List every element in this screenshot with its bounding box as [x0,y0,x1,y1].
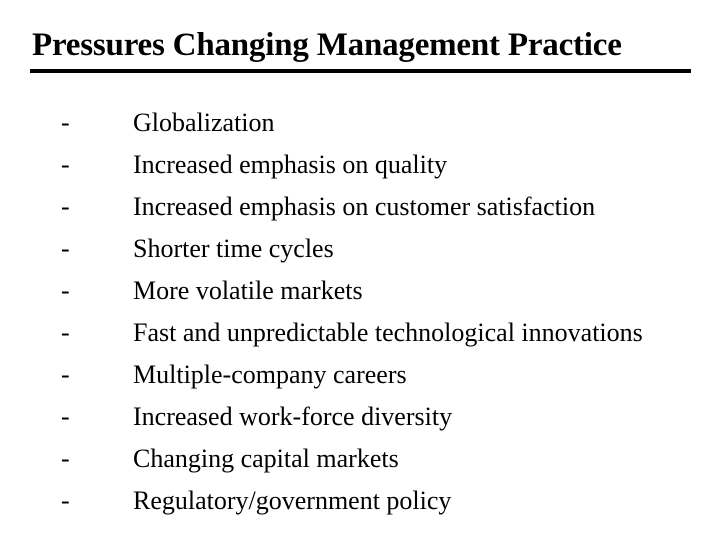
list-item [0,396,720,438]
slide-title: Pressures Changing Management Practice [32,27,622,63]
bullet-dash: - [61,150,70,179]
bullet-dash: - [61,486,70,515]
bullet-dash: - [61,402,70,431]
list-item [0,144,720,186]
list-item [0,312,720,354]
list-item-text: Changing capital markets [133,444,399,473]
bullet-list [0,102,720,522]
bullet-dash: - [61,318,70,347]
list-item-text: Multiple-company careers [133,360,407,389]
list-item [0,438,720,480]
bullet-dash: - [61,234,70,263]
list-item-text: Increased work-force diversity [133,402,453,431]
list-item-text: Shorter time cycles [133,234,334,263]
title-underline [30,69,691,73]
bullet-dash: - [61,444,70,473]
list-item-text: More volatile markets [133,276,363,305]
bullet-dash: - [61,276,70,305]
list-item-text: Increased emphasis on customer satisfaction [133,192,596,221]
list-item-text: Regulatory/government policy [133,486,452,515]
list-item [0,186,720,228]
bullet-dash: - [61,360,70,389]
list-item [0,270,720,312]
list-item [0,102,720,144]
list-item [0,480,720,522]
bullet-dash: - [61,192,70,221]
list-item [0,228,720,270]
list-item-text: Increased emphasis on quality [133,150,448,179]
list-item [0,354,720,396]
bullet-dash: - [61,108,70,137]
list-item-text: Fast and unpredictable technological innovations [133,318,643,347]
list-item-text: Globalization [133,108,275,137]
